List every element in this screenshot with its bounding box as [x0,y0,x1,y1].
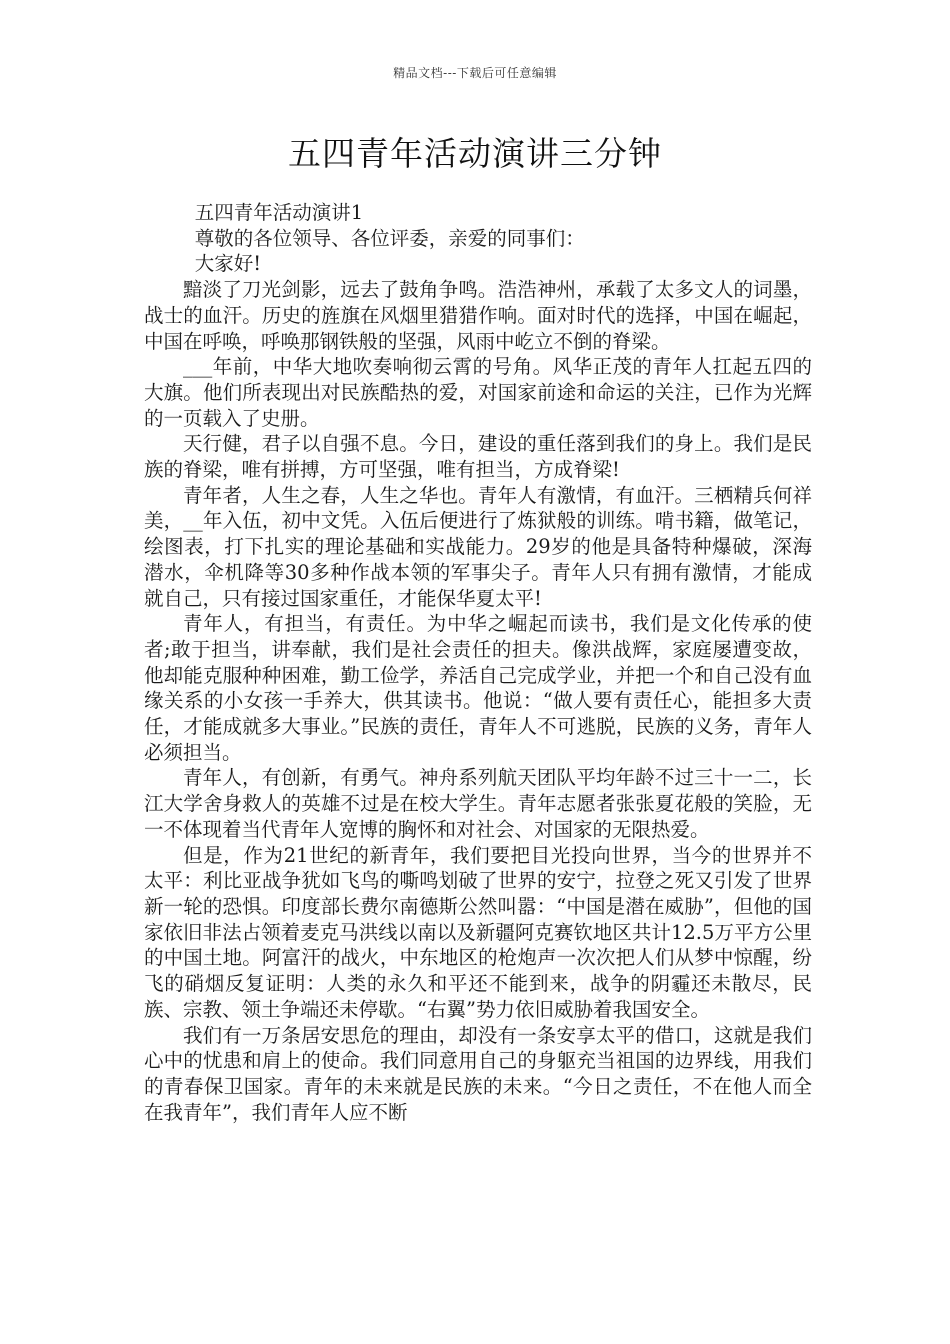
paragraph: ___年前，中华大地吹奏响彻云霄的号角。风华正茂的青年人扛起五四的大旗。他们所表现出对民族酷热的爱，对国家前途和命运的关注，已作为光辉的一页载入了史册。 [144,355,812,430]
document-body [144,200,812,1125]
paragraph: 青年人，有担当，有责任。为中华之崛起而读书，我们是文化传承的使者;敢于担当，讲奉献，我们是社会责任的担夫。像洪战辉，家庭屡遭变故，他却能克服种种困难，勤工俭学，养活自己完成学业，并把一个和自己没有血缘关系的小女孩一手养大，供其读书。他说：“做人要有责任心，能担多大责任，才能成就多大事业。”民族的责任，青年人不可逃脱，民族的义务，青年人必须担当。 [144,612,812,764]
paragraph: 青年者，人生之春，人生之华也。青年人有激情，有血汗。三栖精兵何祥美，__年入伍，初中文凭。入伍后便进行了炼狱般的训练。啃书籍，做笔记，绘图表，打下扎实的理论基础和实战能力。29岁的他是具备特种爆破，深海潜水，伞机降等30多种作战本领的军事尖子。青年人只有拥有激情，才能成就自己，只有接过国家重任，才能保华夏太平! [144,483,812,610]
greeting: 大家好! [194,252,262,276]
paragraph: 天行健，君子以自强不息。今日，建设的重任落到我们的身上。我们是民族的脊梁，唯有拼搏，方可坚强，唯有担当，方成脊梁! [144,432,812,482]
header-watermark: 精品文档---下载后可任意编辑 [393,66,557,80]
paragraph: 黯淡了刀光剑影，远去了鼓角争鸣。浩浩神州，承载了太多文人的词墨，战士的血汗。历史的旌旗在风烟里猎猎作响。面对时代的选择，中国在崛起，中国在呼唤，呼唤那钢铁般的坚强，风雨中屹立不倒的脊梁。 [144,278,812,353]
document-title: 五四青年活动演讲三分钟 [288,134,662,173]
section-heading: 五四青年活动演讲1 [194,201,364,224]
paragraph: 但是，作为21世纪的新青年，我们要把目光投向世界，当今的世界并不太平：利比亚战争犹如飞鸟的嘶鸣划破了世界的安宁，拉登之死又引发了世界新一轮的恐惧。印度部长费尔南德斯公然叫嚣：“中国是潜在威胁”，但他的国家依旧非法占领着麦克马洪线以南以及新疆阿克赛钦地区共计12.5万平方公里的中国土地。阿富汗的战火，中东地区的枪炮声一次次把人们从梦中惊醒，纷飞的硝烟反复证明：人类的永久和平还不能到来，战争的阴霾还未散尽，民族、宗教、领土争端还未停歇。“右翼”势力依旧威胁着我国安全。 [144,843,812,1021]
salutation: 尊敬的各位领导、各位评委，亲爱的同事们： [194,226,585,250]
paragraph: 青年人，有创新，有勇气。神舟系列航天团队平均年龄不过三十一二，长江大学舍身救人的英雄不过是在校大学生。青年志愿者张张夏花般的笑脸，无一不体现着当代青年人宽博的胸怀和对社会、对国家的无限热爱。 [144,766,812,841]
paragraph: 我们有一万条居安思危的理由，却没有一条安享太平的借口，这就是我们心中的忧患和肩上的使命。我们同意用自己的身躯充当祖国的边界线，用我们的青春保卫国家。青年的未来就是民族的未来。“今日之责任，不在他人而全在我青年”，我们青年人应不断 [144,1023,812,1124]
